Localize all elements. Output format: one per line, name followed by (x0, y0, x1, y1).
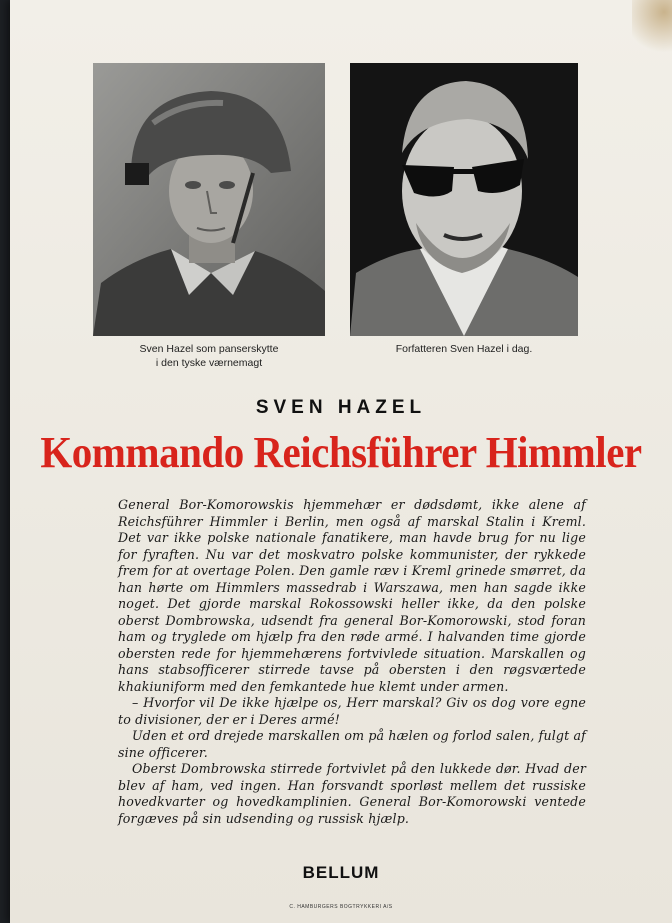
book-back-cover (10, 0, 672, 923)
caption-line: i den tyske værnemagt (155, 357, 263, 369)
photo-soldier (93, 63, 325, 336)
book-title: Kommando Reichsführer Himmler (40, 427, 642, 477)
author-name: SVEN HAZEL (255, 397, 427, 418)
blurb-text (118, 497, 586, 827)
caption-line: Forfatteren Sven Hazel i dag. (395, 343, 533, 355)
caption-author-photo (350, 342, 578, 356)
photo-author (350, 63, 578, 336)
photo-author-image (350, 63, 578, 336)
blurb-paragraph: – Hvorfor vil De ikke hjælpe os, Herr marskal? Giv os dog vore egne to divisioner, der er i Deres armé! (118, 695, 586, 727)
publisher-name: BELLUM (302, 863, 380, 882)
caption-line: Sven Hazel som panserskytte (139, 343, 279, 355)
printer-credit: C. HAMBURGERS BOGTRYKKERI A/S (289, 904, 393, 910)
blurb-paragraph: Uden et ord drejede marskallen om på hælen og forlod salen, fulgt af sine officerer. (118, 728, 586, 760)
caption-soldier-photo (93, 342, 325, 370)
blurb-paragraph: Oberst Dombrowska stirrede fortvivlet på den lukkede dør. Hvad der blev af ham, ved ingen. Han forsvandt sporløst mellem det russiske hovedkvarter og hovedkamplinien. General Bor-Komorowski ventede forgæves på sin udsending og russisk hjælp. (118, 761, 586, 826)
photo-soldier-image (93, 63, 325, 336)
blurb-paragraph: General Bor-Komorowskis hjemmehær er dødsdømt, ikke alene af Reichsführer Himmler i Berlin, men også af marskal Stalin i Kreml. Det var ikke polske nationale fanatikere, man havde brug for nu lige for fyraften. Nu var det moskvatro polske kommunister, der rykkede frem for at overtage Polen. Den gamle ræv i Kreml grinede smørret, da han hørte om Himmlers massedrab i Warszawa, men han sagde ikke noget. Det gjorde marskal Rokossowski heller ikke, da den polske oberst Dombrowska, udsendt fra general Bor-Komorowski, stod foran ham og tryglede om hjælp fra den røde armé. I halvanden time gjorde obersten rede for hjemmehærens fortvivlede situation. Marskallen og hans stabsofficerer stirrede tavse på obersten i den røgsværtede khakiuniform med den femkantede hue klemt under armen. (118, 497, 586, 694)
